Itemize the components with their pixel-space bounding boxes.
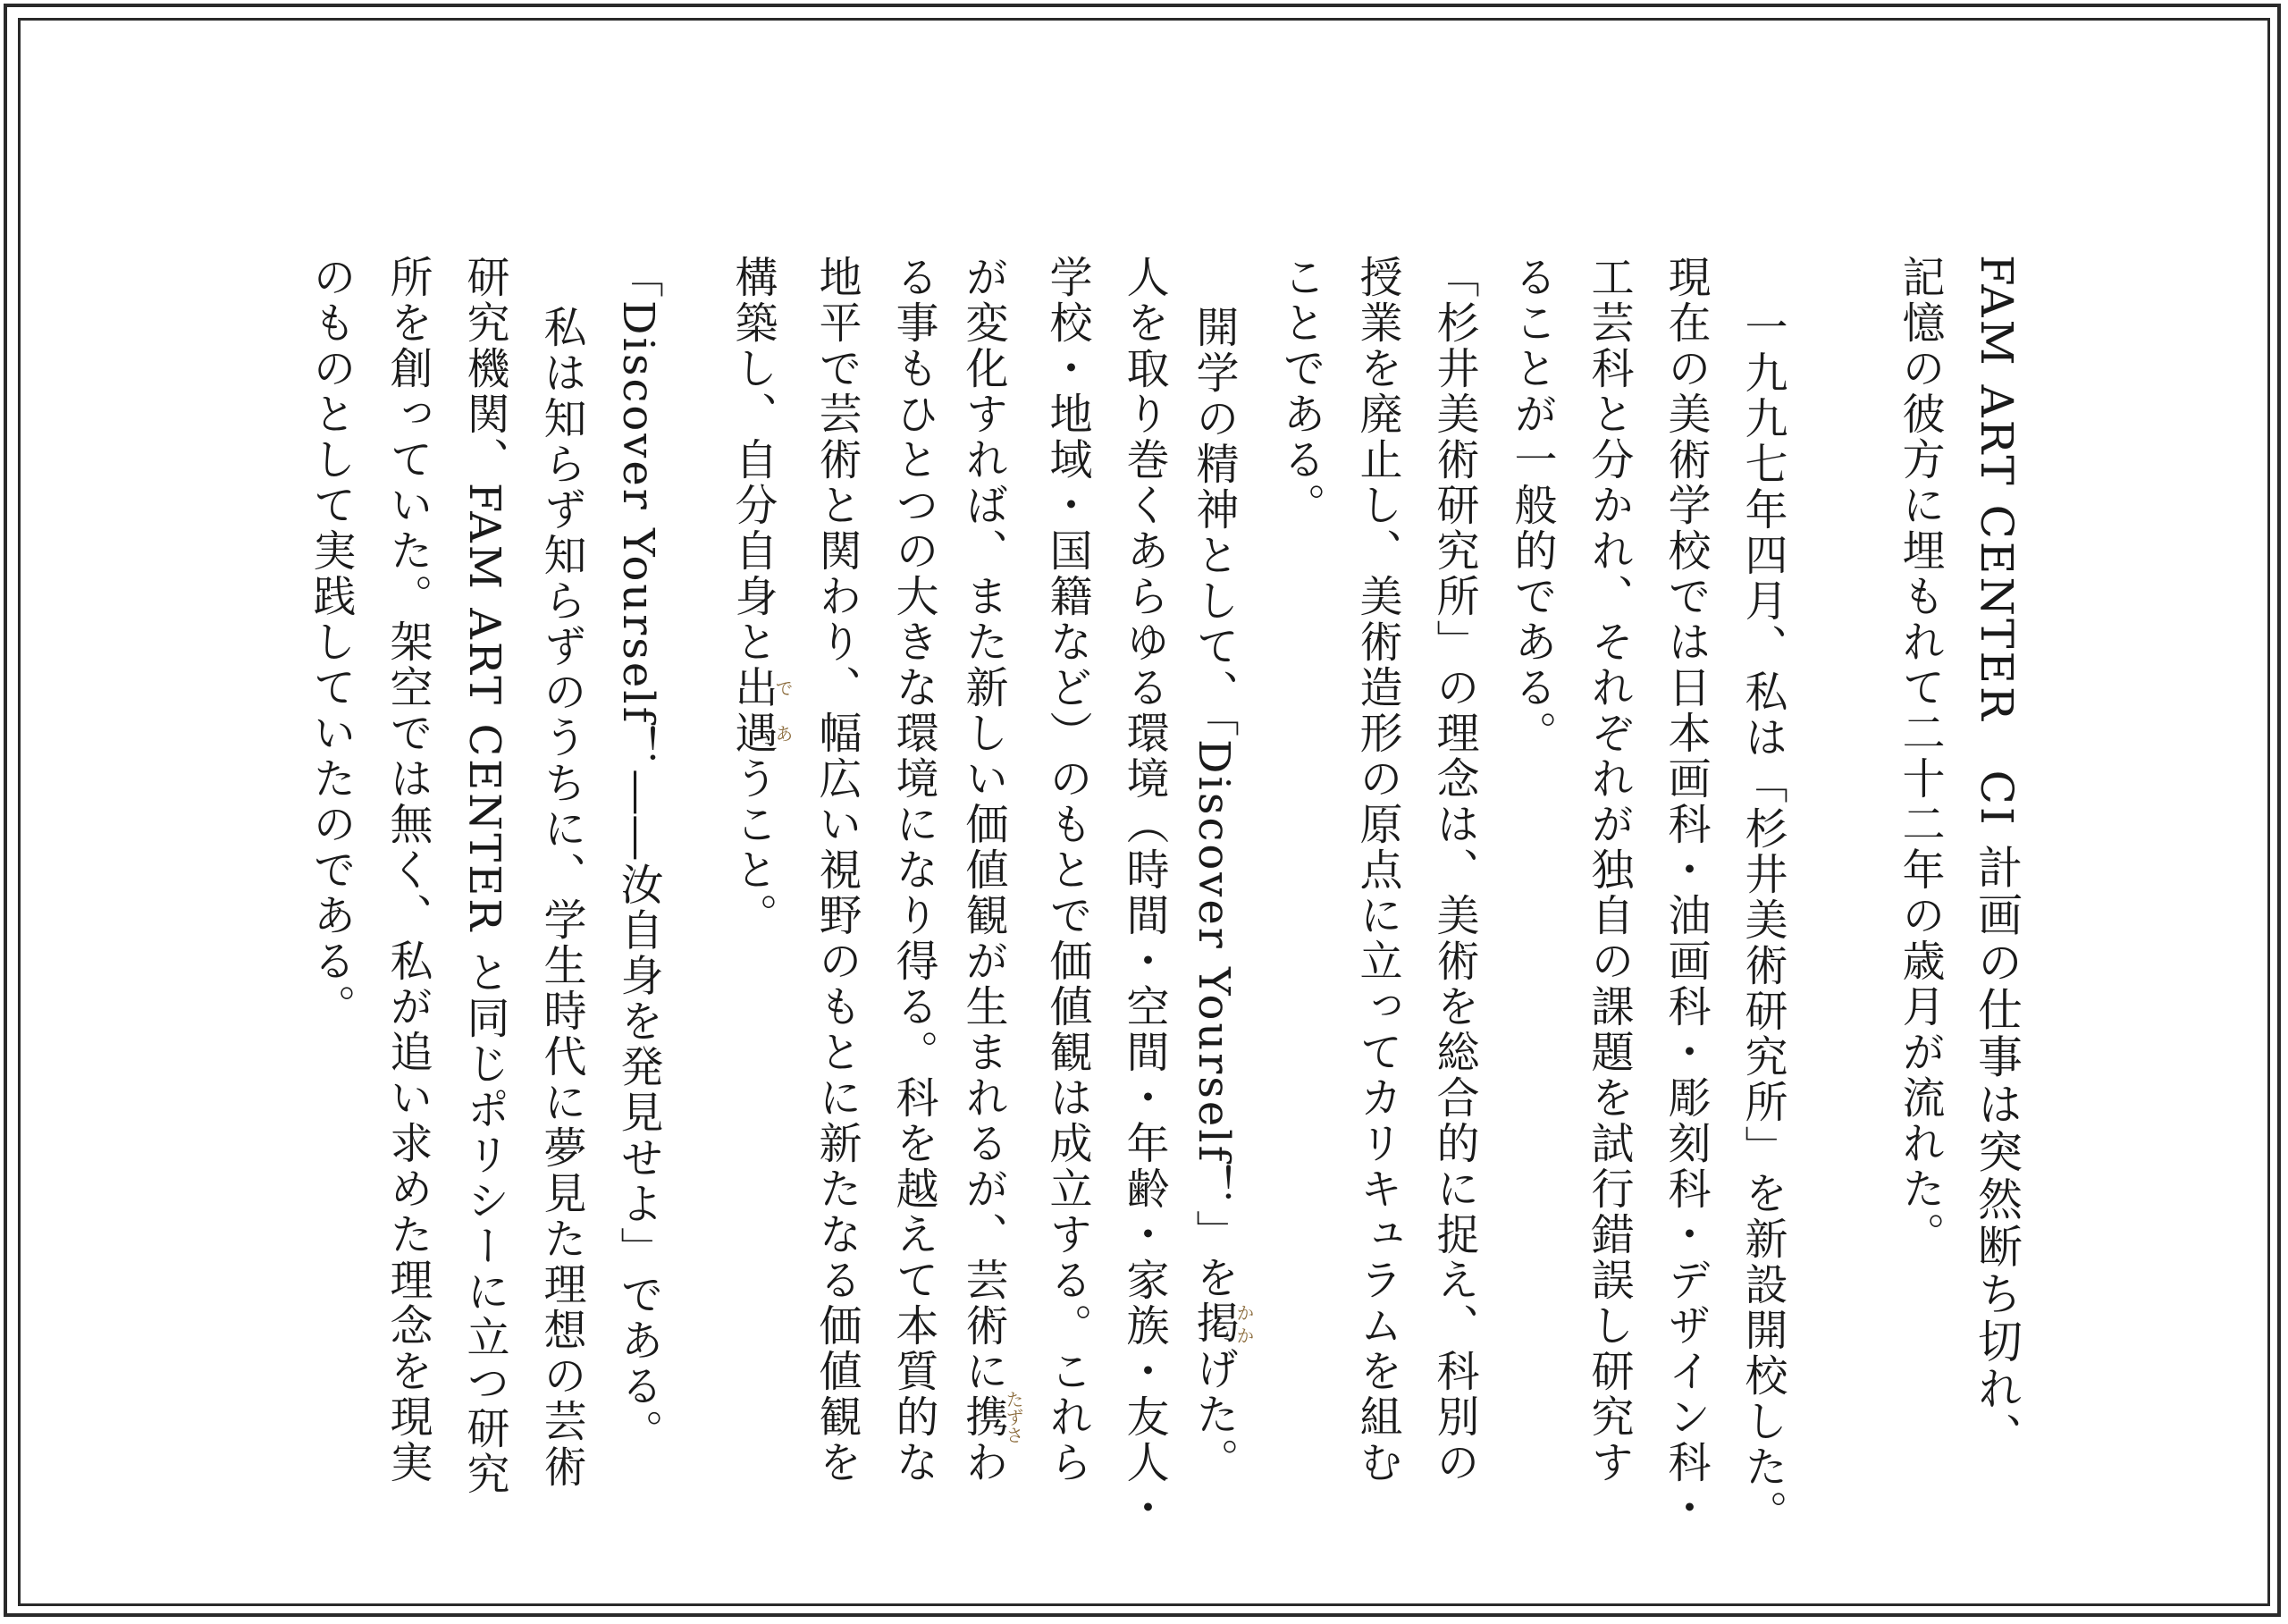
text-line-8: 授業を廃止し、美術造形の原点に立ってカリキュラムを組む bbox=[1352, 255, 1402, 1485]
text-line-17: 「Discover Yourself！――汝自身を発見せよ」である。 bbox=[613, 255, 663, 1455]
text-line-11: 人を取り巻くあらゆる環境（時間・空間・年齢・家族・友人・ bbox=[1119, 255, 1169, 1531]
text-line-3: 一九九七年四月、私は「杉井美術研究所」を新設開校した。 bbox=[1737, 305, 1788, 1536]
ruby-annotation: 携たずさ bbox=[958, 1390, 1024, 1444]
text-line-6: ることが一般的である。 bbox=[1507, 255, 1557, 756]
text-line-21: のものとして実践していたのである。 bbox=[306, 255, 356, 1030]
ruby-annotation: 掲かか bbox=[1189, 1300, 1255, 1347]
text-line-13: が変化すれば、また新しい価値観が生まれるが、芸術に携たずさわ bbox=[958, 255, 1024, 1485]
ruby-annotation: 出遇であ bbox=[728, 665, 794, 756]
text-line-4: 現在の美術学校では日本画科・油画科・彫刻科・デザイン科・ bbox=[1661, 255, 1711, 1531]
text-line-10: 開学の精神として、「Discover Yourself！」を掲かかげた。 bbox=[1189, 305, 1255, 1484]
text-line-9: ことである。 bbox=[1275, 255, 1325, 528]
text-line-2: 記憶の彼方に埋もれて二十二年の歳月が流れた。 bbox=[1895, 255, 1945, 1258]
text-line-20: 所を創っていた。架空では無く、私が追い求めた理念を現実 bbox=[383, 255, 433, 1485]
text-line-1: FAM ART CENTER CI 計画の仕事は突然断ち切れ、 bbox=[1971, 255, 2023, 1460]
text-line-12: 学校・地域・国籍など）のもとで価値観は成立する。これら bbox=[1042, 255, 1092, 1485]
text-line-15: 地平で芸術と関わり、幅広い視野のもとに新たなる価値観を bbox=[812, 255, 862, 1485]
text-line-19: 研究機関、FAM ART CENTER と同じポリシーに立つ研究 bbox=[459, 255, 509, 1497]
text-line-5: 工芸科と分かれ、それぞれが独自の課題を試行錯誤し研究す bbox=[1584, 255, 1634, 1485]
text-line-7: 「杉井美術研究所」の理念は、美術を総合的に捉え、科別の bbox=[1429, 255, 1479, 1485]
text-line-16: 構築し、自分自身と出遇であうこと。 bbox=[728, 255, 794, 938]
text-line-18: 私は知らず知らずのうちに、学生時代に夢見た理想の芸術 bbox=[536, 305, 586, 1490]
text-line-14: る事もひとつの大きな環境になり得る。科を越えて本質的な bbox=[888, 255, 938, 1485]
